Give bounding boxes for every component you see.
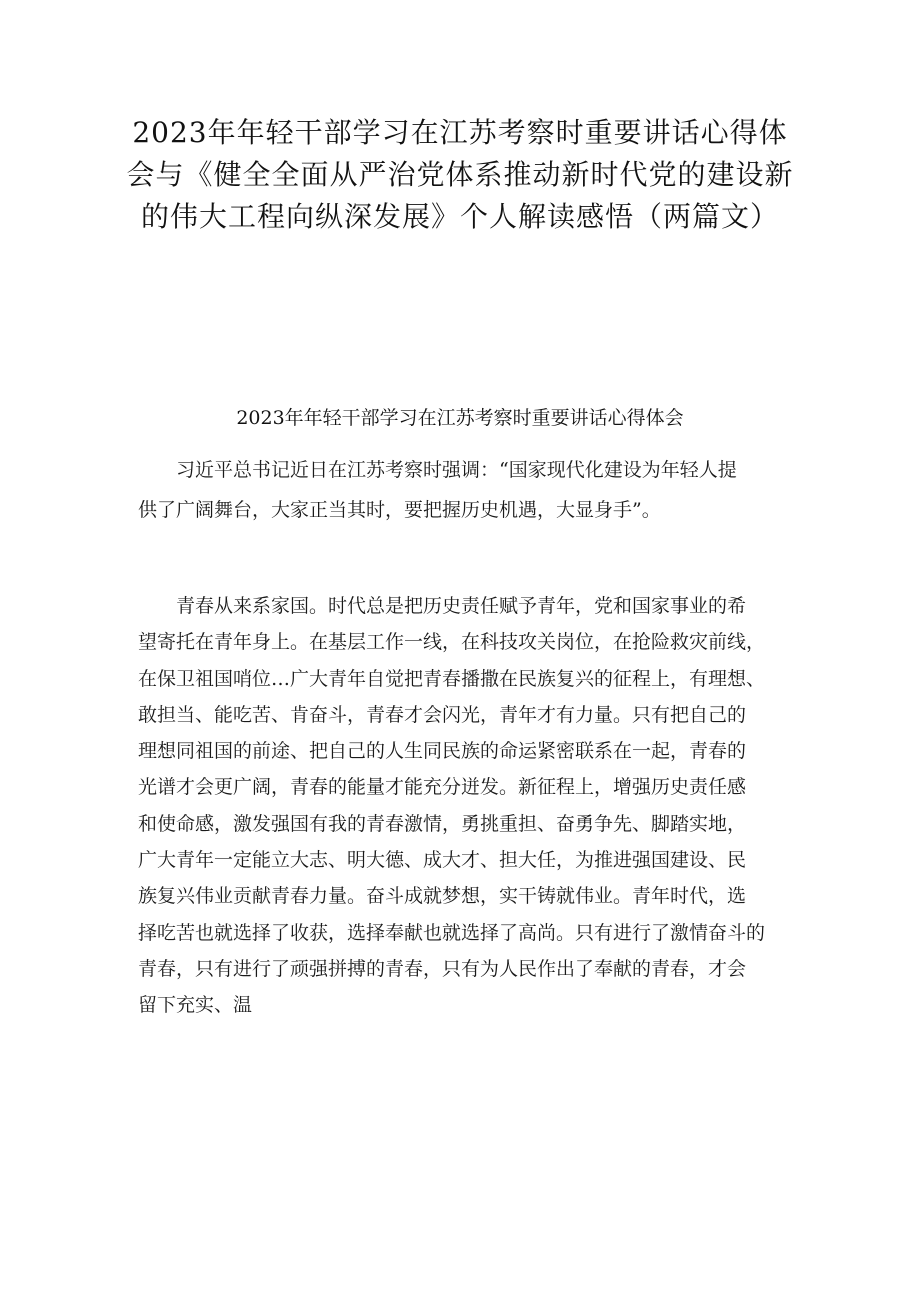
paragraph-line: 留下充实、温 [138,994,253,1017]
paragraph-line: 广大青年一定能立大志、明大德、成大才、担大任，为推进强国建设、民 [138,849,747,872]
paragraph-line: 习近平总书记近日在江苏考察时强调：“国家现代化建设为年轻人提 [176,459,737,481]
paragraph-line: 理想同祖国的前途、把自己的人生同民族的命运紧密联系在一起，青春的 [138,740,747,763]
paragraph-intro [138,450,798,530]
paragraph-line: 青春，只有进行了顽强拼搏的青春，只有为人民作出了奉献的青春，才会 [138,957,747,980]
paragraph-line: 和使命感，激发强国有我的青春激情，勇挑重担、奋勇争先、脚踏实地， [138,812,747,835]
title-line: 会与《健全全面从严治党体系推动新时代党的建设新 [126,158,794,191]
paragraph-line: 青春从来系家国。时代总是把历史责任赋予青年，党和国家事业的希 [176,595,747,617]
paragraph-line: 供了广阔舞台，大家正当其时，要把握历史机遇，大显身手”。 [138,499,661,521]
document-title [120,112,800,238]
title-line: 的伟大工程向纵深发展》个人解读感悟（两篇文） [140,200,779,233]
paragraph-line: 择吃苦也就选择了收获，选择奉献也就选择了高尚。只有进行了激情奋斗的 [138,921,766,944]
paragraph-line: 族复兴伟业贡献青春力量。奋斗成就梦想，实干铸就伟业。青年时代，选 [138,885,747,908]
paragraph-line: 光谱才会更广阔，青春的能量才能充分迸发。新征程上，增强历史责任感 [138,776,747,799]
title-line: 2023年年轻干部学习在江苏考察时重要讲话心得体 [132,116,788,149]
paragraph-line: 望寄托在青年身上。在基层工作一线，在科技攻关岗位，在抢险救灾前线， [138,631,766,654]
paragraph-body [138,588,798,1024]
paragraph-line: 在保卫祖国哨位…广大青年自觉把青春播撒在民族复兴的征程上，有理想、 [138,667,766,690]
section-heading: 2023年年轻干部学习在江苏考察时重要讲话心得体会 [236,407,684,429]
paragraph-line: 敢担当、能吃苦、肯奋斗，青春才会闪光，青年才有力量。只有把自己的 [138,703,747,726]
